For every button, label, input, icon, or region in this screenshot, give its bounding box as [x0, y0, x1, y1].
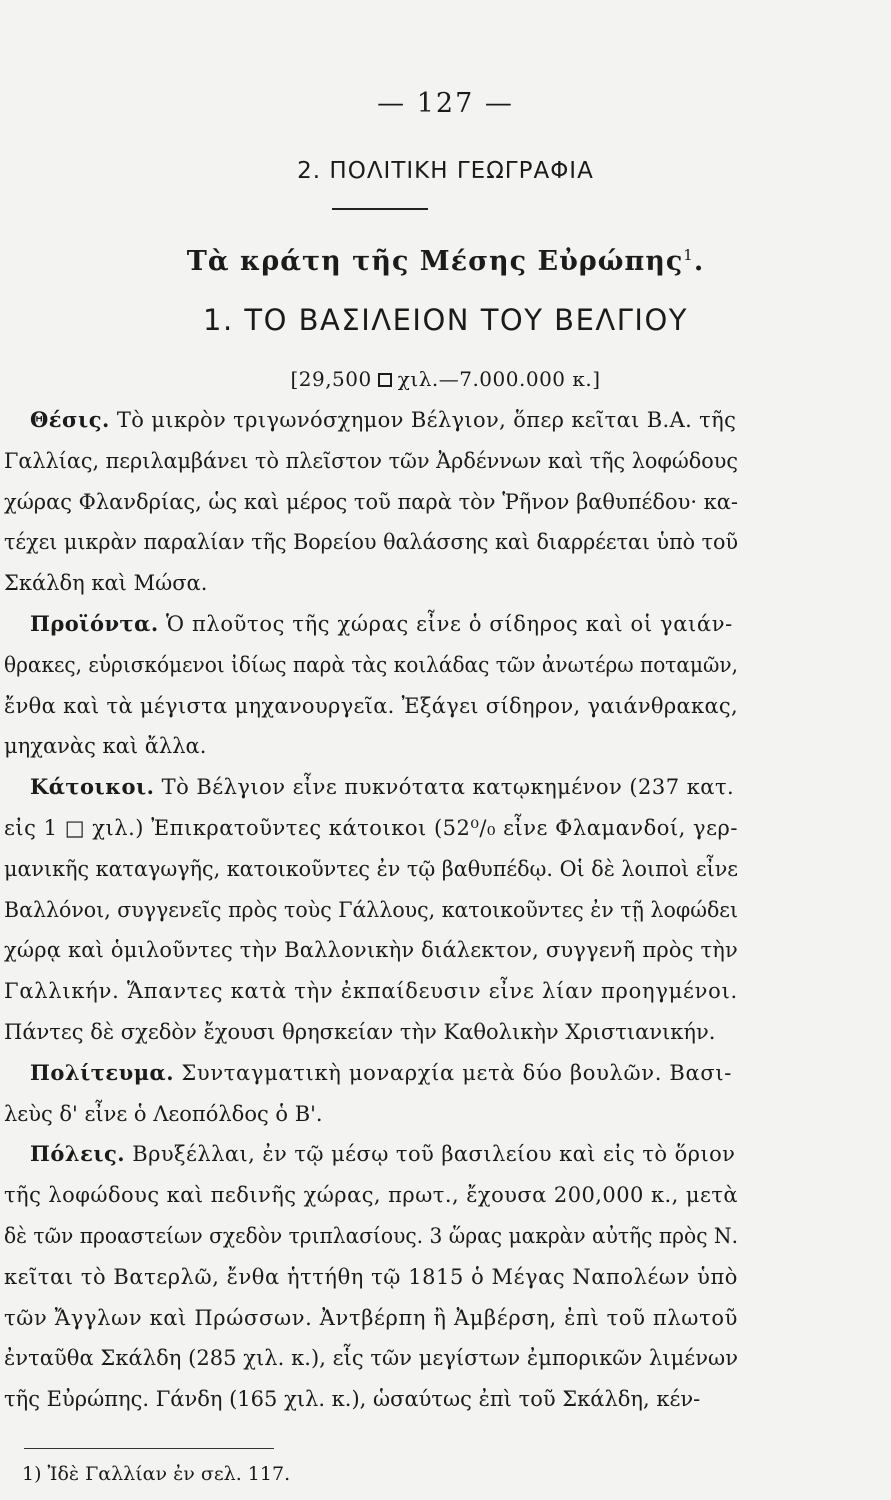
line-content	[30, 770, 734, 804]
line-content	[4, 1341, 738, 1375]
body-line	[0, 1219, 891, 1253]
line-content	[4, 1178, 738, 1212]
line-text: εἰς 1 □ χιλ.) Ἐπικρατοῦντες κάτοικοι (52⁰/₀ εἶνε Φλαμανδοί, γερ-	[4, 816, 738, 840]
line-content	[30, 403, 736, 437]
heading: Τὰ κράτη τῆς Μέσης Εὐρώπης$^1$.	[186, 246, 705, 277]
line-content	[4, 811, 738, 845]
line-content	[4, 974, 738, 1008]
line-text: χώρᾳ καὶ ὁμιλοῦντες τὴν Βαλλονικὴν διάλεκτον, συγγενῆ πρὸς τὴν	[4, 938, 738, 963]
footnote: 1) Ἰδὲ Γαλλίαν ἐν σελ. 117.	[22, 1463, 291, 1485]
body-line	[0, 607, 891, 641]
heading-text: Τὰ κράτη τῆς Μέσης Εὐρώπης	[186, 246, 684, 277]
paragraph-label: Θέσις.	[30, 407, 110, 432]
body-line	[0, 1097, 891, 1131]
line-content	[4, 1219, 738, 1253]
line-text: ἐνταῦθα Σκάλδη (285 χιλ. κ.), εἷς τῶν μεγίστων ἐμπορικῶν λιμένων	[4, 1346, 738, 1371]
paragraph-label: Προϊόντα.	[30, 611, 159, 636]
paragraph-label: Κάτοικοι.	[30, 774, 155, 800]
body-line	[0, 566, 891, 600]
line-text: μηχανὰς καὶ ἄλλα.	[4, 734, 207, 759]
line-content	[4, 1382, 700, 1416]
body-line	[0, 933, 891, 967]
line-text: τῆς λοφώδους καὶ πεδινῆς χώρας, πρωτ., ἔχουσα 200,000 κ., μετὰ	[4, 1183, 738, 1208]
section-title: 2. ΠΟΛΙΤΙΚΗ ΓΕΩΓΡΑΦΙΑ	[297, 158, 594, 184]
line-text: Συνταγματικὴ μοναρχία μετὰ δύο βουλῶν. Βασι-	[174, 1060, 732, 1085]
stats-area: [29,500	[290, 367, 372, 391]
line-text: Βρυξέλλαι, ἐν τῷ μέσῳ τοῦ βασιλείου καὶ εἰς τὸ ὅριον	[125, 1142, 736, 1167]
line-text: μανικῆς καταγωγῆς, κατοικοῦντες ἐν τῷ βαθυπέδῳ. Οἱ δὲ λοιποὶ εἶνε	[4, 856, 738, 881]
stats-line	[0, 367, 891, 391]
body-line	[0, 729, 891, 763]
body-line	[0, 485, 891, 519]
square-symbol-icon	[378, 373, 392, 387]
line-content	[4, 525, 738, 559]
line-content	[4, 1260, 738, 1294]
line-content	[4, 648, 738, 682]
body-line	[0, 811, 891, 845]
heading-footnote-mark: 1	[683, 246, 694, 264]
body-line	[0, 852, 891, 886]
line-text: χώρας Φλανδρίας, ὡς καὶ μέρος τοῦ παρὰ τὸν Ῥῆνον βαθυπέδου· κα-	[4, 489, 738, 514]
body-line	[0, 1382, 891, 1416]
line-text: λεὺς δ' εἶνε ὁ Λεοπόλδος ὁ Β'.	[4, 1101, 323, 1126]
line-text: τέχει μικρὰν παραλίαν τῆς Βορείου θαλάσσης καὶ διαρρέεται ὑπὸ τοῦ	[4, 530, 738, 555]
body-line	[0, 1178, 891, 1212]
line-text: Γαλλίας, περιλαμβάνει τὸ πλεῖστον τῶν Ἀρδέννων καὶ τῆς λοφώδους	[4, 448, 738, 473]
page-number: — 127 —	[377, 88, 514, 119]
chapter-title: 1. ΤΟ ΒΑΣΙΛΕΙΟΝ ΤΟΥ ΒΕΛΓΙΟΥ	[203, 303, 688, 337]
body-line	[0, 1260, 891, 1294]
body-line	[0, 525, 891, 559]
body-line	[0, 974, 891, 1008]
line-text: δὲ τῶν προαστείων σχεδὸν τριπλασίους. 3 ὥρας μακρὰν αὐτῆς πρὸς Ν.	[4, 1224, 738, 1248]
paragraph-label: Πόλεις.	[30, 1141, 126, 1167]
body-line	[0, 1341, 891, 1375]
body-line	[0, 893, 891, 927]
line-content	[4, 893, 738, 927]
line-text: τῆς Εὐρώπης. Γάνδη (165 χιλ. κ.), ὡσαύτως ἐπὶ τοῦ Σκάλδη, κέν-	[4, 1387, 701, 1412]
line-content	[4, 933, 738, 967]
line-content	[4, 444, 738, 478]
body-line	[0, 1301, 891, 1335]
stats-rest: χιλ.—7.000.000 κ.]	[397, 367, 601, 391]
body-line	[0, 1015, 891, 1049]
line-content	[4, 852, 738, 886]
line-content	[4, 566, 207, 600]
line-text: Τὸ Βέλγιον εἶνε πυκνότατα κατῳκημένον (237 κατ.	[154, 775, 735, 800]
line-text: Γαλλικήν. Ἅπαντες κατὰ τὴν ἐκπαίδευσιν εἶνε λίαν προηγμένοι.	[4, 979, 738, 1004]
line-text: τῶν Ἄγγλων καὶ Πρώσσων. Ἀντβέρπη ἢ Ἀμβέρση, ἐπὶ τοῦ πλωτοῦ	[4, 1305, 738, 1330]
line-content	[4, 689, 738, 723]
body-line	[0, 444, 891, 478]
body-line	[0, 403, 891, 437]
body-line	[0, 648, 891, 682]
body-line	[0, 770, 891, 804]
line-text: θρακες, εὑρισκόμενοι ἰδίως παρὰ τὰς κοιλάδας τῶν ἀνωτέρω ποταμῶν,	[4, 652, 738, 677]
line-content	[30, 607, 733, 641]
line-content	[4, 1097, 323, 1131]
footnote-rule	[24, 1448, 274, 1449]
line-text: Σκάλδη καὶ Μώσα.	[4, 571, 208, 596]
line-text: ἔνθα καὶ τὰ μέγιστα μηχανουργεῖα. Ἐξάγει σίδηρον, γαιάνθρακας,	[4, 693, 738, 718]
line-text: Βαλλόνοι, συγγενεῖς πρὸς τοὺς Γάλλους, κατοικοῦντες ἐν τῇ λοφώδει	[4, 897, 738, 922]
line-content	[30, 1137, 735, 1171]
body-line	[0, 1137, 891, 1171]
line-text: κεῖται τὸ Βατερλῶ, ἔνθα ἡττήθη τῷ 1815 ὁ Μέγας Ναπολέων ὑπὸ	[4, 1264, 738, 1289]
line-content	[4, 1015, 715, 1049]
line-text: Πάντες δὲ σχεδὸν ἔχουσι θρησκείαν τὴν Καθολικὴν Χριστιανικήν.	[4, 1020, 716, 1044]
line-content	[4, 1301, 738, 1335]
title-rule	[332, 208, 428, 210]
line-content	[30, 1056, 732, 1090]
line-content	[4, 485, 738, 519]
body-line	[0, 1056, 891, 1090]
line-text: Τὸ μικρὸν τριγωνόσχημον Βέλγιον, ὅπερ κεῖται Β.Α. τῆς	[109, 408, 737, 432]
line-content	[4, 729, 206, 763]
body-line	[0, 689, 891, 723]
line-text: Ὁ πλοῦτος τῆς χώρας εἶνε ὁ σίδηρος καὶ οἱ γαιάν-	[158, 612, 733, 636]
paragraph-label: Πολίτευμα.	[30, 1059, 175, 1085]
